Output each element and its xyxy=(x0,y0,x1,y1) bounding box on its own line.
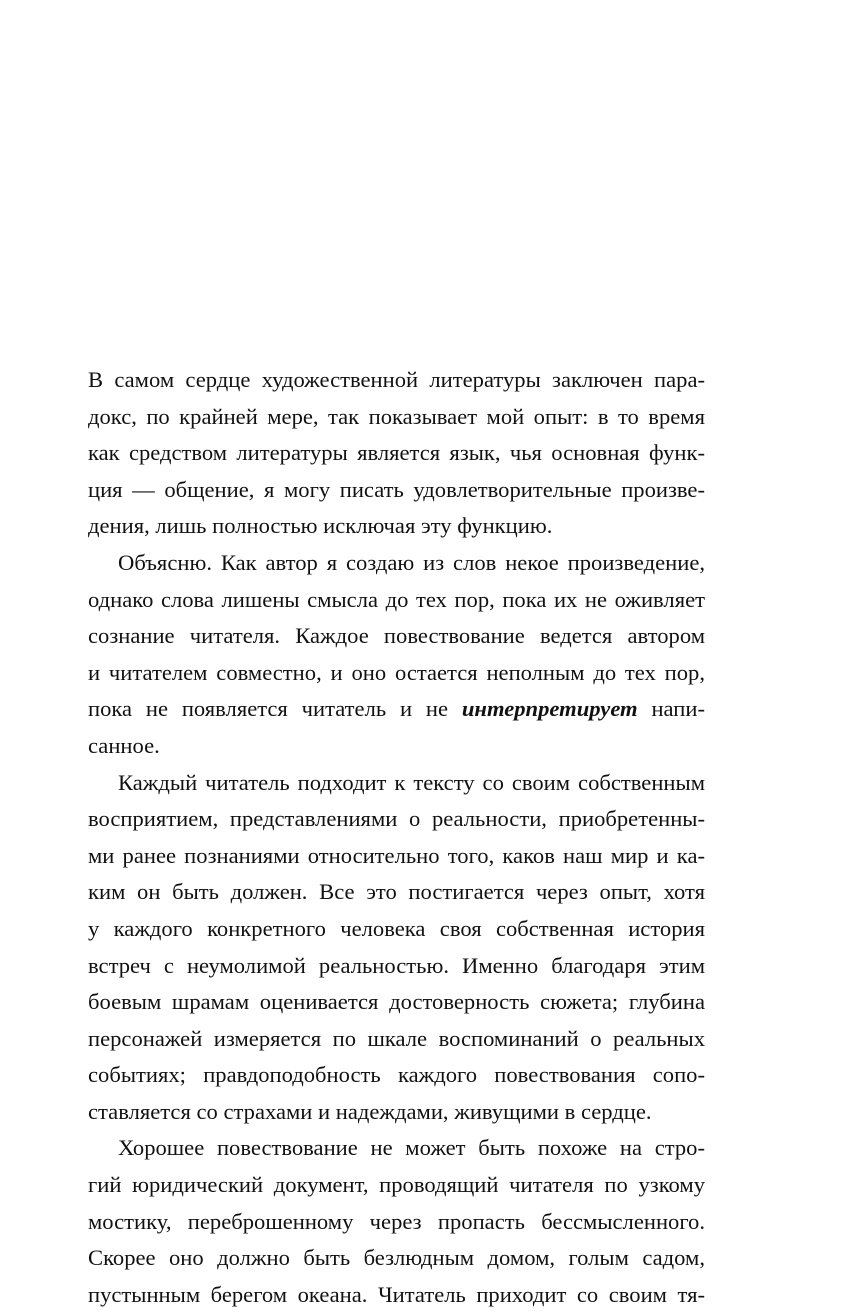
text-line: однако слова лишены смысла до тех пор, пока их не оживляет xyxy=(88,586,705,612)
text-line xyxy=(88,691,705,728)
text-line: Скорее оно должно быть безлюдным домом, голым садом, xyxy=(88,1245,705,1271)
paragraph-2 xyxy=(88,545,705,765)
text-line: персонажей измеряется по шкале воспоминаний о реальных xyxy=(88,1025,705,1051)
text-line: ция — общение, я могу писать удовлетворительные произве- xyxy=(88,476,705,502)
text-line: ми ранее познаниями относительно того, каков наш мир и ка- xyxy=(88,842,705,868)
text-line: восприятием, представлениями о реальности, приобретенны- xyxy=(88,806,705,832)
text-line: Хорошее повествование не может быть похоже на стро- xyxy=(118,1135,705,1161)
text-line: встреч с неумолимой реальностью. Именно благодаря этим xyxy=(88,952,705,978)
text-line: докс, по крайней мере, так показывает мой опыт: в то время xyxy=(88,403,705,429)
paragraph-1 xyxy=(88,362,705,545)
text-line: ким он быть должен. Все это постигается через опыт, хотя xyxy=(88,879,705,905)
body-text xyxy=(88,362,705,1313)
text-line: мостику, переброшенному через пропасть бессмысленного. xyxy=(88,1208,705,1234)
text-segment: пока не появляется читатель и не xyxy=(88,696,462,722)
text-line: событиях; правдоподобность каждого повествования сопо- xyxy=(88,1062,705,1088)
text-line: боевым шрамам оценивается достоверность сюжета; глубина xyxy=(88,989,705,1015)
text-line: В самом сердце художественной литературы заключен пара- xyxy=(88,367,705,392)
text-segment: напи- xyxy=(637,696,705,722)
text-line: сознание читателя. Каждое повествование ведется автором xyxy=(88,623,705,649)
text-line: у каждого конкретного человека своя собственная история xyxy=(88,915,705,941)
text-line: Объясню. Как автор я создаю из слов некое произведение, xyxy=(118,549,705,575)
text-line: как средством литературы является язык, чья основная функ- xyxy=(88,440,705,466)
emphasized-word: интерпретирует xyxy=(461,696,638,722)
text-line: дения, лишь полностью исключая эту функцию. xyxy=(88,513,553,539)
text-line: Каждый читатель подходит к тексту со своим собственным xyxy=(118,769,705,795)
text-line: ставляется со страхами и надеждами, живущими в сердце. xyxy=(88,1098,652,1124)
text-line: пустынным берегом океана. Читатель приходит со своим тя- xyxy=(88,1281,705,1307)
paragraph-3 xyxy=(88,765,705,1131)
paragraph-4 xyxy=(88,1130,705,1313)
text-line: и читателем совместно, и оно остается неполным до тех пор, xyxy=(88,659,705,685)
text-line: гий юридический документ, проводящий читателя по узкому xyxy=(88,1172,705,1198)
text-line: санное. xyxy=(88,732,160,758)
